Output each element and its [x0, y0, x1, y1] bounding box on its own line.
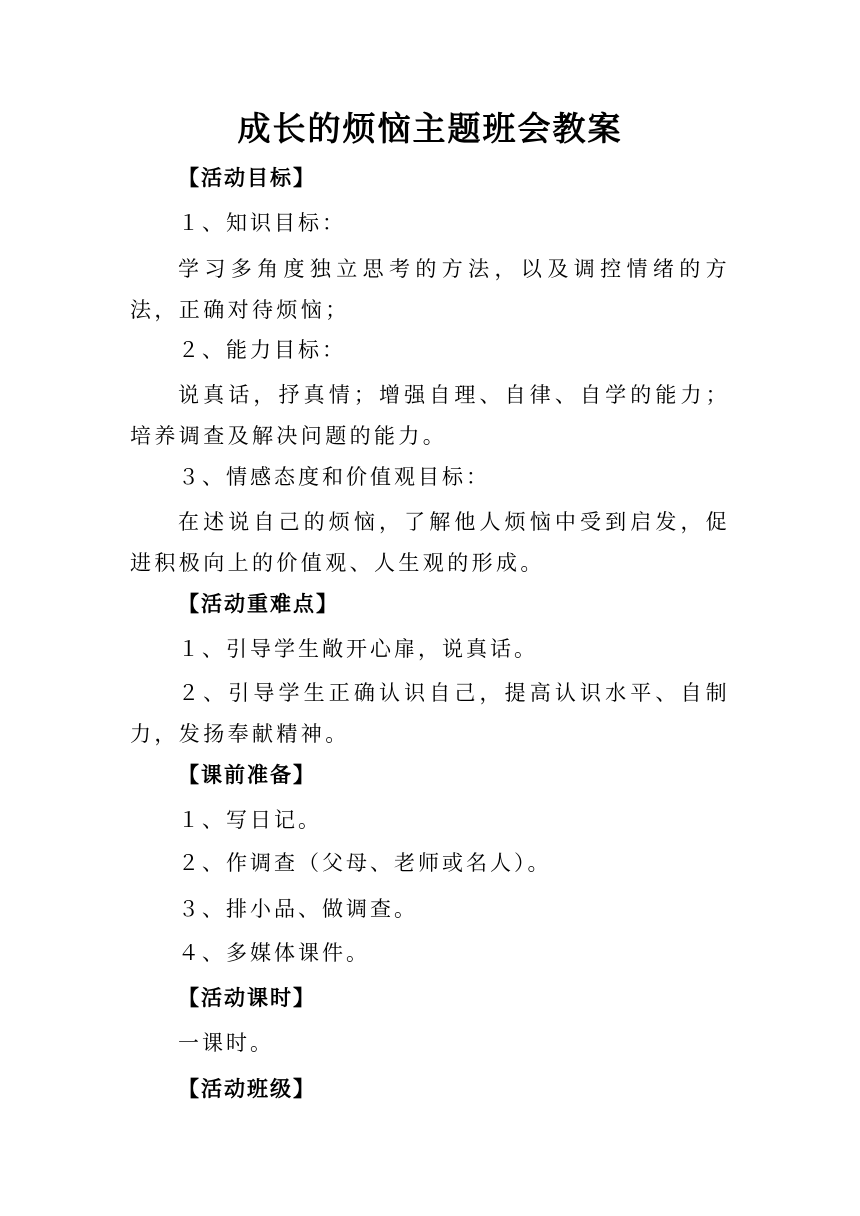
heading-objectives: 【活动目标】	[178, 165, 316, 190]
preparation-item-1: １、写日记。	[178, 808, 322, 832]
objective-2-label: ２、能力目标：	[178, 338, 346, 362]
preparation-item-4: ４、多媒体课件。	[178, 941, 370, 965]
objective-3-text: 在述说自己的烦恼，了解他人烦恼中受到启发，促进积极向上的价值观、人生观的形成。	[130, 510, 730, 575]
document-title: 成长的烦恼主题班会教案	[237, 109, 623, 148]
heading-key-points: 【活动重难点】	[178, 591, 339, 616]
preparation-item-2: ２、作调查（父母、老师或名人）。	[178, 851, 552, 875]
heading-preparation: 【课前准备】	[178, 762, 316, 787]
objective-1-label: １、知识目标：	[178, 211, 346, 235]
heading-duration: 【活动课时】	[178, 985, 316, 1010]
preparation-item-3: ３、排小品、做调查。	[178, 897, 418, 921]
objective-1-text: 学习多角度独立思考的方法，以及调控情绪的方法，正确对待烦恼；	[130, 257, 730, 322]
key-point-1: １、引导学生敞开心扉，说真话。	[178, 637, 538, 661]
objective-2-text: 说真话，抒真情；增强自理、自律、自学的能力；培养调查及解决问题的能力。	[130, 383, 730, 448]
heading-class: 【活动班级】	[178, 1076, 316, 1101]
key-point-2: ２、引导学生正确认识自己，提高认识水平、自制力，发扬奉献精神。	[130, 681, 730, 746]
duration-text: 一课时。	[178, 1031, 274, 1055]
objective-3-label: ３、情感态度和价值观目标：	[178, 465, 490, 489]
